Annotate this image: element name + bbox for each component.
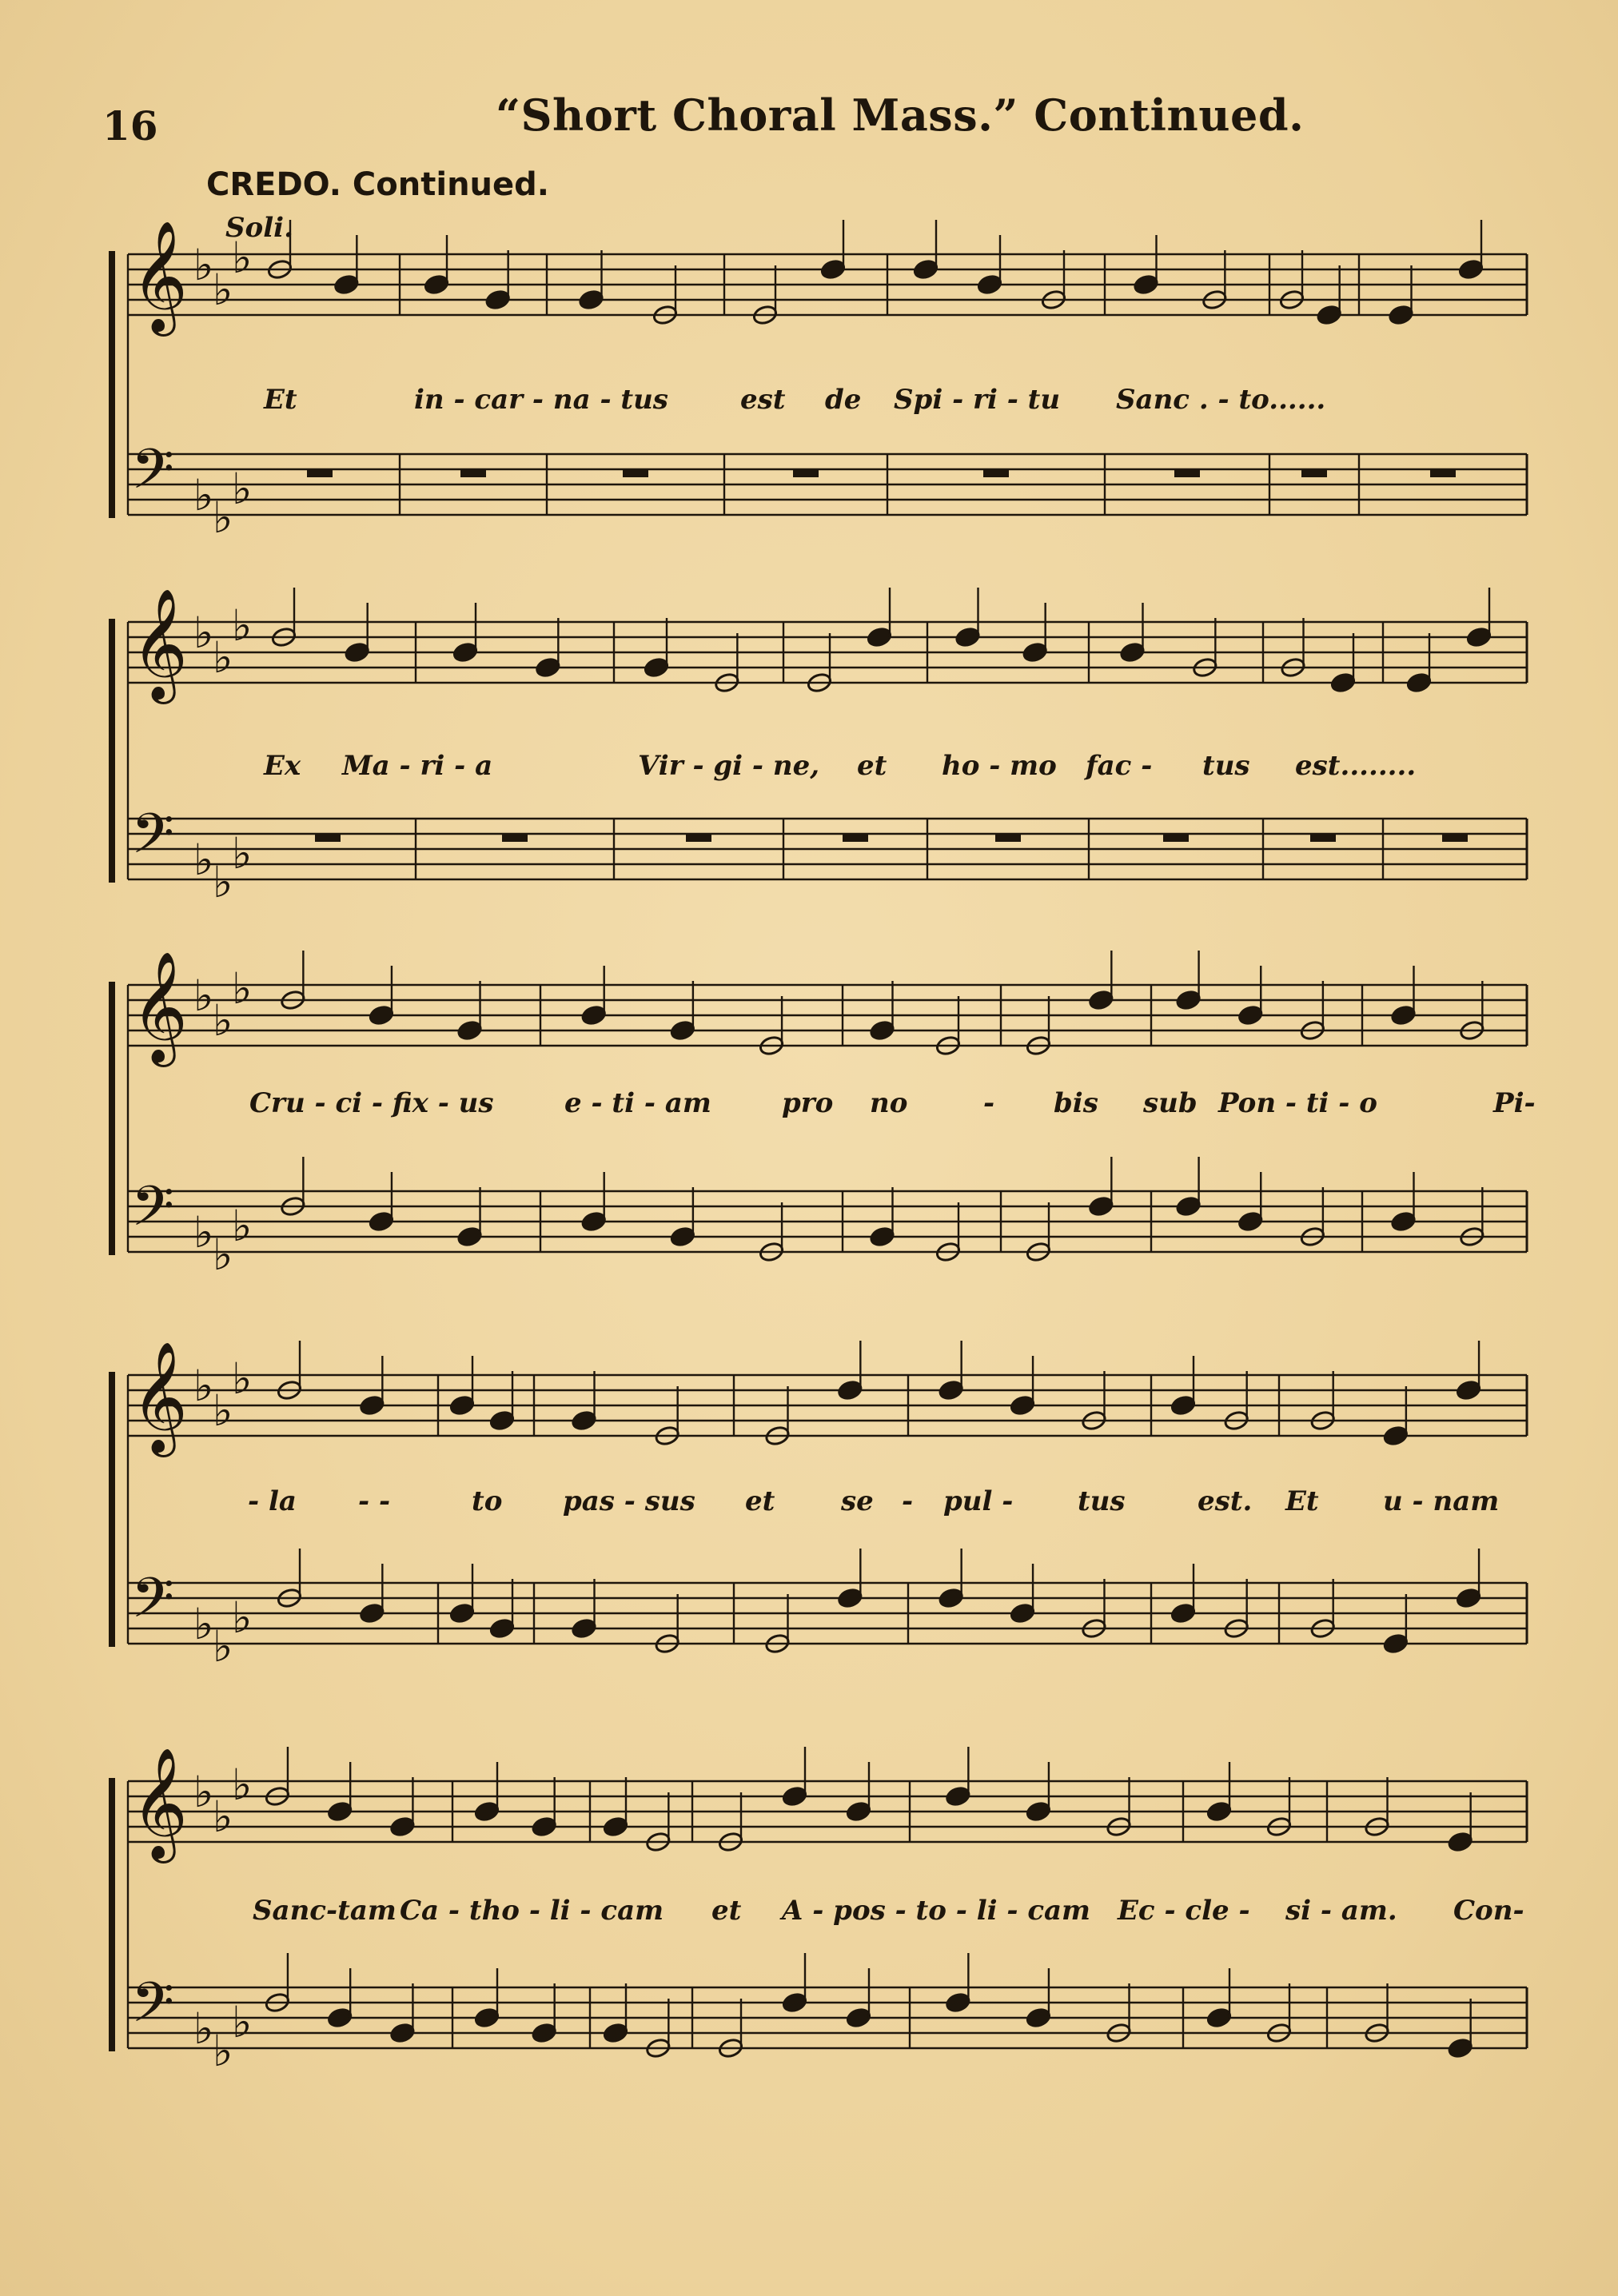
lyric-syllable: pro (782, 1087, 834, 1119)
note-head (424, 273, 450, 295)
note-head (369, 1004, 395, 1026)
lyric-syllable: - (983, 1087, 995, 1119)
note-head (782, 1785, 808, 1807)
note-head (1026, 2007, 1052, 2028)
note-head (1447, 2037, 1473, 2059)
note-head (954, 626, 981, 648)
flat-sign-icon: ♭ (232, 1997, 253, 2047)
flat-sign-icon: ♭ (193, 1599, 214, 1649)
bass-clef-icon: 𝄢 (131, 801, 175, 879)
lyric-syllable: Ex (264, 750, 301, 782)
lyric-syllable: de (825, 384, 862, 416)
whole-rest (307, 469, 333, 477)
note-head (945, 1785, 971, 1807)
flat-sign-icon: ♭ (193, 971, 214, 1021)
note-head (369, 1210, 395, 1232)
note-head (359, 1394, 385, 1416)
lyric-syllable: - la (248, 1485, 297, 1517)
lyric-syllable: ho - mo (942, 750, 1057, 782)
lyric-syllable: pul - (943, 1485, 1014, 1517)
whole-rest (623, 469, 648, 477)
lyric-syllable: Ma - ri - a (342, 750, 493, 782)
lyric-syllable: est (740, 384, 786, 416)
flat-sign-icon: ♭ (232, 963, 253, 1014)
treble-clef-icon: 𝄞 (131, 1341, 188, 1453)
note-head (327, 1800, 353, 1822)
note-head (669, 1226, 695, 1247)
note-head (1170, 1602, 1197, 1624)
flat-sign-icon: ♭ (213, 632, 233, 683)
lyric-syllable: tus (1078, 1485, 1126, 1517)
lyric-syllable: fac - (1086, 750, 1153, 782)
whole-rest (315, 834, 341, 842)
note-head (489, 1409, 516, 1431)
whole-rest (460, 469, 486, 477)
treble-clef-icon: 𝄞 (131, 221, 188, 332)
lyric-syllable: bis (1054, 1087, 1098, 1119)
lyric-syllable: tus (1202, 750, 1250, 782)
lyric-syllable: in - car - na - tus (414, 384, 668, 416)
whole-rest (995, 834, 1021, 842)
note-head (1170, 1394, 1197, 1416)
note-head (867, 626, 893, 648)
note-head (1456, 1587, 1482, 1608)
lyric-syllable: - - (358, 1485, 391, 1517)
treble-clef-icon: 𝄞 (131, 588, 188, 700)
lyric-syllable: est. (1198, 1485, 1253, 1517)
note-head (869, 1019, 895, 1041)
note-head (1088, 1195, 1114, 1217)
lyric-syllable: Con- (1453, 1895, 1524, 1927)
note-head (837, 1587, 863, 1608)
lyric-syllable: Vir - gi - ne, (638, 750, 820, 782)
note-head (945, 1991, 971, 2013)
bass-clef-icon: 𝄢 (131, 1565, 175, 1644)
lyric-syllable: sub (1143, 1087, 1198, 1119)
note-head (1026, 1800, 1052, 1822)
note-head (1458, 258, 1484, 280)
note-head (1206, 1800, 1233, 1822)
bass-clef-icon: 𝄢 (131, 1174, 175, 1252)
note-head (603, 2022, 629, 2043)
flat-sign-icon: ♭ (193, 835, 214, 885)
flat-sign-icon: ♭ (232, 1201, 253, 1251)
lyric-syllable: to (472, 1485, 503, 1517)
flat-sign-icon: ♭ (213, 492, 233, 543)
treble-clef-icon: 𝄞 (131, 1748, 188, 1859)
flat-sign-icon: ♭ (213, 995, 233, 1046)
lyric-syllable: e - ti - am (564, 1087, 711, 1119)
note-head (869, 1226, 895, 1247)
whole-rest (686, 834, 711, 842)
note-head (474, 1800, 500, 1822)
section-heading: CREDO. Continued. (206, 166, 549, 203)
flat-sign-icon: ♭ (232, 464, 253, 514)
whole-rest (502, 834, 528, 842)
whole-rest (983, 469, 1009, 477)
page-title: “Short Choral Mass.” Continued. (496, 90, 1305, 141)
flat-sign-icon: ♭ (213, 857, 233, 907)
whole-rest (793, 469, 819, 477)
note-head (1456, 1379, 1482, 1401)
note-head (449, 1394, 476, 1416)
bass-clef-icon: 𝄢 (131, 436, 175, 515)
whole-rest (1310, 834, 1336, 842)
note-head (1390, 1210, 1417, 1232)
note-head (1237, 1210, 1264, 1232)
note-head (456, 1019, 483, 1041)
treble-clef-icon: 𝄞 (131, 951, 188, 1062)
note-head (1406, 672, 1433, 693)
note-head (580, 1210, 607, 1232)
note-head (913, 258, 939, 280)
note-head (535, 656, 561, 678)
lyric-syllable: Et (264, 384, 297, 416)
lyric-syllable: Pi- (1493, 1087, 1536, 1119)
note-head (1382, 1425, 1409, 1446)
flat-sign-icon: ♭ (213, 2026, 233, 2076)
note-head (1022, 641, 1048, 663)
note-head (1316, 304, 1342, 325)
flat-sign-icon: ♭ (193, 470, 214, 520)
note-head (938, 1587, 964, 1608)
lyric-syllable: - (902, 1485, 914, 1517)
soli-label: Soli. (225, 212, 293, 244)
flat-sign-icon: ♭ (213, 1230, 233, 1280)
note-head (389, 2022, 416, 2043)
flat-sign-icon: ♭ (232, 828, 253, 879)
flat-sign-icon: ♭ (193, 1207, 214, 1258)
note-head (1466, 626, 1492, 648)
note-head (1388, 304, 1414, 325)
lyric-syllable: Pon - ti - o (1218, 1087, 1377, 1119)
whole-rest (1163, 834, 1189, 842)
note-head (977, 273, 1003, 295)
lyric-syllable: pas - sus (563, 1485, 695, 1517)
whole-rest (843, 834, 868, 842)
whole-rest (1442, 834, 1468, 842)
flat-sign-icon: ♭ (193, 2003, 214, 2054)
flat-sign-icon: ♭ (213, 1792, 233, 1842)
flat-sign-icon: ♭ (193, 608, 214, 658)
lyric-syllable: Ec - cle - (1118, 1895, 1250, 1927)
note-head (1237, 1004, 1264, 1026)
lyric-syllable: et (857, 750, 887, 782)
note-head (571, 1617, 597, 1639)
note-head (578, 289, 604, 310)
note-head (846, 2007, 872, 2028)
whole-rest (1430, 469, 1456, 477)
note-head (327, 2007, 353, 2028)
whole-rest (1301, 469, 1327, 477)
lyric-syllable: et (711, 1895, 742, 1927)
note-head (1119, 641, 1146, 663)
note-head (837, 1379, 863, 1401)
flat-sign-icon: ♭ (232, 233, 253, 283)
flat-sign-icon: ♭ (193, 1767, 214, 1817)
note-head (820, 258, 847, 280)
note-head (669, 1019, 695, 1041)
note-head (1175, 989, 1202, 1010)
note-head (1330, 672, 1357, 693)
note-head (782, 1991, 808, 2013)
lyric-syllable: Spi - ri - tu (894, 384, 1061, 416)
flat-sign-icon: ♭ (213, 1621, 233, 1672)
lyric-syllable: se (841, 1485, 874, 1517)
lyric-syllable: Sanc-tam (253, 1895, 397, 1927)
note-head (389, 1816, 416, 1837)
note-head (1088, 989, 1114, 1010)
note-head (580, 1004, 607, 1026)
flat-sign-icon: ♭ (213, 265, 233, 315)
note-head (1206, 2007, 1233, 2028)
note-head (359, 1602, 385, 1624)
lyric-syllable: no (870, 1087, 908, 1119)
lyric-syllable: Sanc . - to...... (1116, 384, 1326, 416)
flat-sign-icon: ♭ (232, 600, 253, 651)
flat-sign-icon: ♭ (232, 1353, 253, 1404)
note-head (1175, 1195, 1202, 1217)
lyric-syllable: u - nam (1383, 1485, 1500, 1517)
note-head (333, 273, 360, 295)
note-head (1390, 1004, 1417, 1026)
lyric-syllable: est........ (1295, 750, 1417, 782)
note-head (449, 1602, 476, 1624)
note-head (1010, 1602, 1036, 1624)
note-head (344, 641, 370, 663)
lyric-syllable: Cru - ci - fix - us (249, 1087, 494, 1119)
note-head (456, 1226, 483, 1247)
note-head (489, 1617, 516, 1639)
whole-rest (1174, 469, 1200, 477)
note-head (1010, 1394, 1036, 1416)
flat-sign-icon: ♭ (213, 1385, 233, 1436)
note-head (484, 289, 511, 310)
note-head (571, 1409, 597, 1431)
lyric-syllable: si - am. (1285, 1895, 1397, 1927)
note-head (846, 1800, 872, 1822)
note-head (603, 1816, 629, 1837)
note-head (531, 2022, 557, 2043)
flat-sign-icon: ♭ (232, 1760, 253, 1810)
flat-sign-icon: ♭ (193, 240, 214, 290)
lyric-syllable: et (745, 1485, 775, 1517)
lyric-syllable: Et (1285, 1485, 1319, 1517)
note-head (1133, 273, 1159, 295)
page-number: 16 (102, 102, 158, 149)
note-head (474, 2007, 500, 2028)
flat-sign-icon: ♭ (232, 1592, 253, 1643)
note-head (1382, 1632, 1409, 1654)
note-head (644, 656, 670, 678)
flat-sign-icon: ♭ (193, 1361, 214, 1411)
note-head (531, 1816, 557, 1837)
note-head (452, 641, 479, 663)
lyric-syllable: Ca - tho - li - cam (400, 1895, 664, 1927)
bass-clef-icon: 𝄢 (131, 1970, 175, 2048)
lyric-syllable: A - pos - to - li - cam (782, 1895, 1091, 1927)
note-head (938, 1379, 964, 1401)
note-head (1447, 1831, 1473, 1852)
